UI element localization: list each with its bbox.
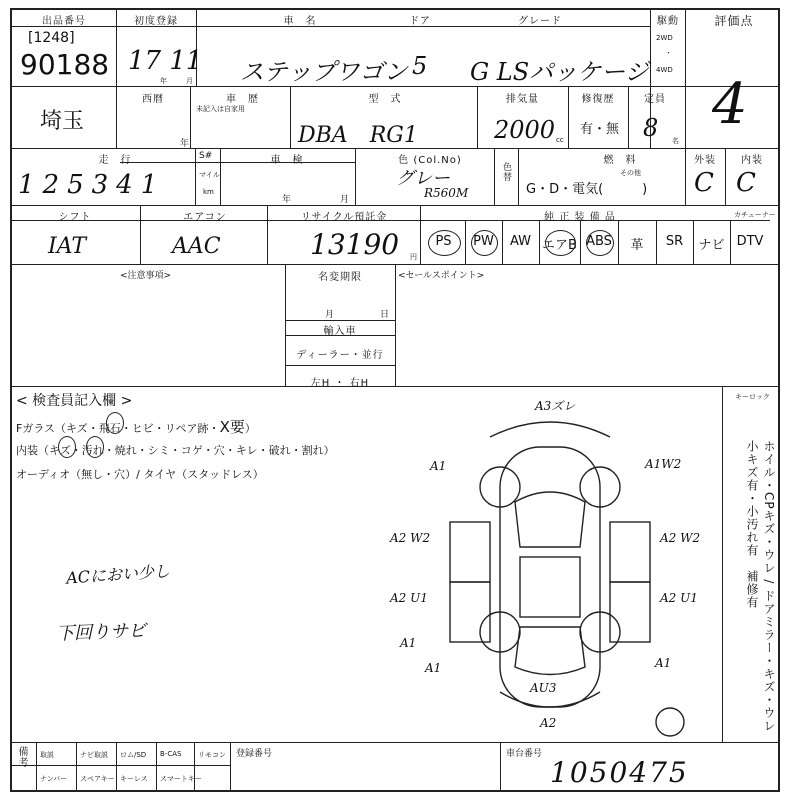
circle-mark: [58, 436, 76, 458]
ac-value: AAC: [172, 234, 221, 259]
divider: [518, 148, 519, 205]
day-label: 日: [380, 310, 390, 320]
prefecture: 埼玉: [40, 109, 85, 134]
hand-note-underbody: 下回りサビ: [55, 620, 147, 645]
carnavi-label: カチューナー: [734, 211, 776, 219]
glass-x: X要: [219, 418, 245, 436]
month-label: 月: [325, 310, 335, 320]
footer-col: 取説: [40, 751, 54, 759]
left-front-door: [450, 522, 490, 582]
keylock-label: キーロック: [735, 393, 770, 401]
capacity-unit: 名: [672, 137, 679, 145]
equip-item: DTV: [736, 234, 764, 249]
import-label: 輸入車: [323, 326, 357, 337]
divider: [355, 148, 356, 205]
car-diagram: [380, 392, 720, 737]
footer-col: ナビ取説: [80, 751, 108, 759]
right-front-door: [610, 522, 650, 582]
divider: [156, 742, 157, 792]
divider: [116, 86, 117, 148]
spare-wheel: [656, 708, 684, 736]
glass-text: Fガラス（キズ・飛石・ヒビ・リペア跡・: [16, 422, 220, 435]
glass-end: ）: [244, 422, 256, 435]
year-unit: 年: [160, 77, 167, 85]
divider: [116, 742, 117, 792]
score-value: 4: [712, 72, 748, 137]
lot-label: 出品番号: [42, 16, 86, 27]
divider: [140, 205, 141, 264]
model-label: 型 式: [368, 94, 402, 105]
meter-label: S#: [199, 151, 213, 161]
mileage-value: 125341: [18, 170, 166, 200]
damage-mark: A1: [655, 656, 672, 670]
interior-label: 内装: [741, 155, 763, 166]
handle-label: 左H ・ 右H: [310, 378, 370, 389]
drive-4wd: 4WD: [656, 66, 673, 74]
divider: [685, 8, 686, 205]
damage-mark: A3ズレ: [535, 399, 576, 413]
year-unit-2: 年: [180, 139, 190, 149]
month-unit: 月: [186, 77, 193, 85]
equip-item: PS: [435, 234, 452, 249]
first-reg-label: 初度登録: [134, 16, 178, 27]
divider: [285, 264, 286, 386]
car-name-value: ステップワゴン: [240, 58, 408, 86]
inspection-label: 車 検: [270, 155, 304, 166]
equip-label: 純 正 装 備 品: [544, 212, 616, 223]
divider: [500, 742, 501, 792]
damage-mark: A2 W2: [660, 531, 701, 545]
footer-col2: キーレス: [120, 775, 148, 783]
recycle-label: リサイクル預託金: [300, 212, 388, 223]
door-label: ドア: [409, 16, 431, 27]
fuel-other: その他: [620, 169, 641, 177]
circle-mark: [86, 436, 104, 458]
color-code: R560M: [424, 186, 469, 200]
side-note: ホイル・CPキズ・ウレ / ドアミラー・キズ・ウレ 小キズ有・小汚れ有 補修有: [745, 440, 776, 746]
divider: [194, 742, 195, 792]
equip-item: エアB: [542, 238, 577, 253]
front-bumper: [490, 422, 610, 437]
divider: [285, 320, 395, 321]
caution-label: <注意事項>: [120, 271, 172, 281]
grade-value: G LSパッケージ: [470, 58, 649, 86]
inspection-year: 年: [282, 195, 292, 205]
ac-label: エアコン: [183, 212, 227, 223]
divider: [10, 742, 780, 743]
biko-label: 備考: [16, 746, 27, 768]
mile-label: マイル: [199, 171, 220, 179]
drive-label: 駆動: [657, 16, 679, 27]
car-name-label: 車 名: [283, 16, 317, 27]
footer-col2: ナンバー: [40, 775, 68, 783]
drive-2wd: 2WD: [656, 34, 673, 42]
displacement-value: 2000: [494, 116, 556, 144]
km-label: km: [203, 188, 214, 196]
divider: [190, 86, 191, 148]
displacement-label: 排気量: [506, 94, 539, 105]
divider: [395, 264, 396, 386]
fuel-label: 燃 料: [603, 155, 637, 166]
chassis-label: 車台番号: [506, 749, 543, 759]
equip-item: PW: [473, 234, 494, 249]
damage-mark: AU3: [530, 681, 557, 695]
glass-line: [16, 416, 256, 437]
divider: [628, 86, 629, 148]
circle-mark: [106, 412, 124, 434]
divider: [722, 386, 723, 742]
shift-label: シフト: [58, 212, 92, 223]
drive-dot: ・: [665, 49, 672, 57]
lot-bracket: [1248]: [28, 30, 75, 46]
divider: [10, 765, 230, 766]
color-change-label: 色替: [501, 162, 511, 182]
exterior-value: C: [694, 168, 714, 198]
damage-mark: A2: [540, 716, 557, 730]
first-reg-value: 17 11: [128, 46, 203, 76]
interior-line: 内装（キズ・汚れ・焼れ・シミ・コゲ・穴・キレ・破れ・割れ）: [16, 444, 335, 457]
divider: [285, 365, 395, 366]
equip-item: 革: [630, 238, 644, 253]
repair-label: 修復歴: [581, 94, 615, 105]
divider: [76, 742, 77, 792]
recycle-unit: 円: [410, 253, 417, 261]
equip-item: SR: [665, 234, 684, 249]
divider: [36, 742, 37, 792]
fuel-value: G・D・電気( ): [526, 182, 648, 197]
hand-note-ac: ACにおい少し: [65, 561, 171, 588]
car-body-outline: [500, 447, 600, 707]
divider: [230, 742, 231, 792]
color-label: 色 (Col.No): [398, 155, 462, 166]
divider: [116, 8, 117, 86]
history-sub: 未記入は自家用: [196, 105, 245, 113]
divider: [290, 86, 291, 148]
rear-window: [515, 627, 585, 675]
footer-col: B-CAS: [160, 750, 182, 758]
divider: [725, 148, 726, 205]
footer-col: ロム/SD: [120, 751, 147, 759]
left-rear-door: [450, 582, 490, 642]
damage-mark: A1: [425, 661, 442, 675]
divider: [267, 205, 268, 264]
chassis-value: 1050475: [550, 756, 689, 789]
seireki-label: 西暦: [142, 94, 164, 105]
name-change-label: 名変期限: [318, 272, 362, 283]
mileage-label: 走 行: [98, 155, 132, 166]
damage-mark: A2 U1: [660, 591, 698, 605]
equip-item: AW: [509, 234, 532, 249]
door-value: 5: [412, 52, 428, 80]
damage-mark: A2 U1: [390, 591, 428, 605]
reg-no-label: 登録番号: [236, 749, 273, 759]
capacity-value: 8: [643, 114, 659, 142]
damage-mark: A2 W2: [390, 531, 431, 545]
cc-unit: cc: [556, 136, 564, 144]
divider: [568, 86, 569, 148]
equip-circle: [586, 230, 614, 256]
windshield: [515, 492, 585, 547]
capacity-label: 定員: [644, 94, 666, 105]
divider: [420, 205, 421, 264]
history-label: 車 歴: [226, 94, 259, 105]
equip-circle: [428, 230, 461, 256]
shift-value: IAT: [48, 234, 87, 259]
footer-col2: スマートキー: [160, 775, 202, 783]
damage-mark: A1W2: [645, 457, 682, 471]
exterior-label: 外装: [694, 155, 716, 166]
divider: [195, 148, 196, 205]
divider: [220, 148, 221, 205]
roof: [520, 557, 580, 617]
damage-mark: A1: [400, 636, 417, 650]
divider: [10, 205, 780, 206]
footer-col2: スペアキー: [80, 775, 115, 783]
score-label: 評価点: [714, 14, 754, 28]
equip-circle: [471, 230, 498, 256]
interior-value: C: [736, 168, 756, 198]
repair-value: 有・無: [580, 122, 620, 137]
lot-number: 90188: [20, 48, 110, 81]
equip-circle: [545, 230, 576, 256]
dealer-label: ディーラー・並行: [296, 350, 384, 361]
divider: [477, 86, 478, 148]
divider: [10, 386, 780, 387]
footer-col: リモコン: [198, 751, 226, 759]
inspector-title: < 検査員記入欄 >: [16, 393, 133, 409]
color-value: グレー: [396, 168, 450, 189]
damage-mark: A1: [430, 459, 447, 473]
model-value: DBA RG1: [298, 123, 418, 148]
recycle-value: 13190: [310, 228, 400, 261]
audio-line: オーディオ（無し・穴）/ タイヤ（スタッドレス）: [16, 468, 264, 481]
sales-point-label: <セールスポイント>: [398, 271, 485, 281]
grade-label: グレード: [518, 16, 562, 27]
right-rear-door: [610, 582, 650, 642]
equip-item: ABS: [586, 234, 612, 249]
inspection-month: 月: [340, 195, 350, 205]
equip-item: ナビ: [698, 238, 725, 253]
divider: [494, 148, 495, 205]
